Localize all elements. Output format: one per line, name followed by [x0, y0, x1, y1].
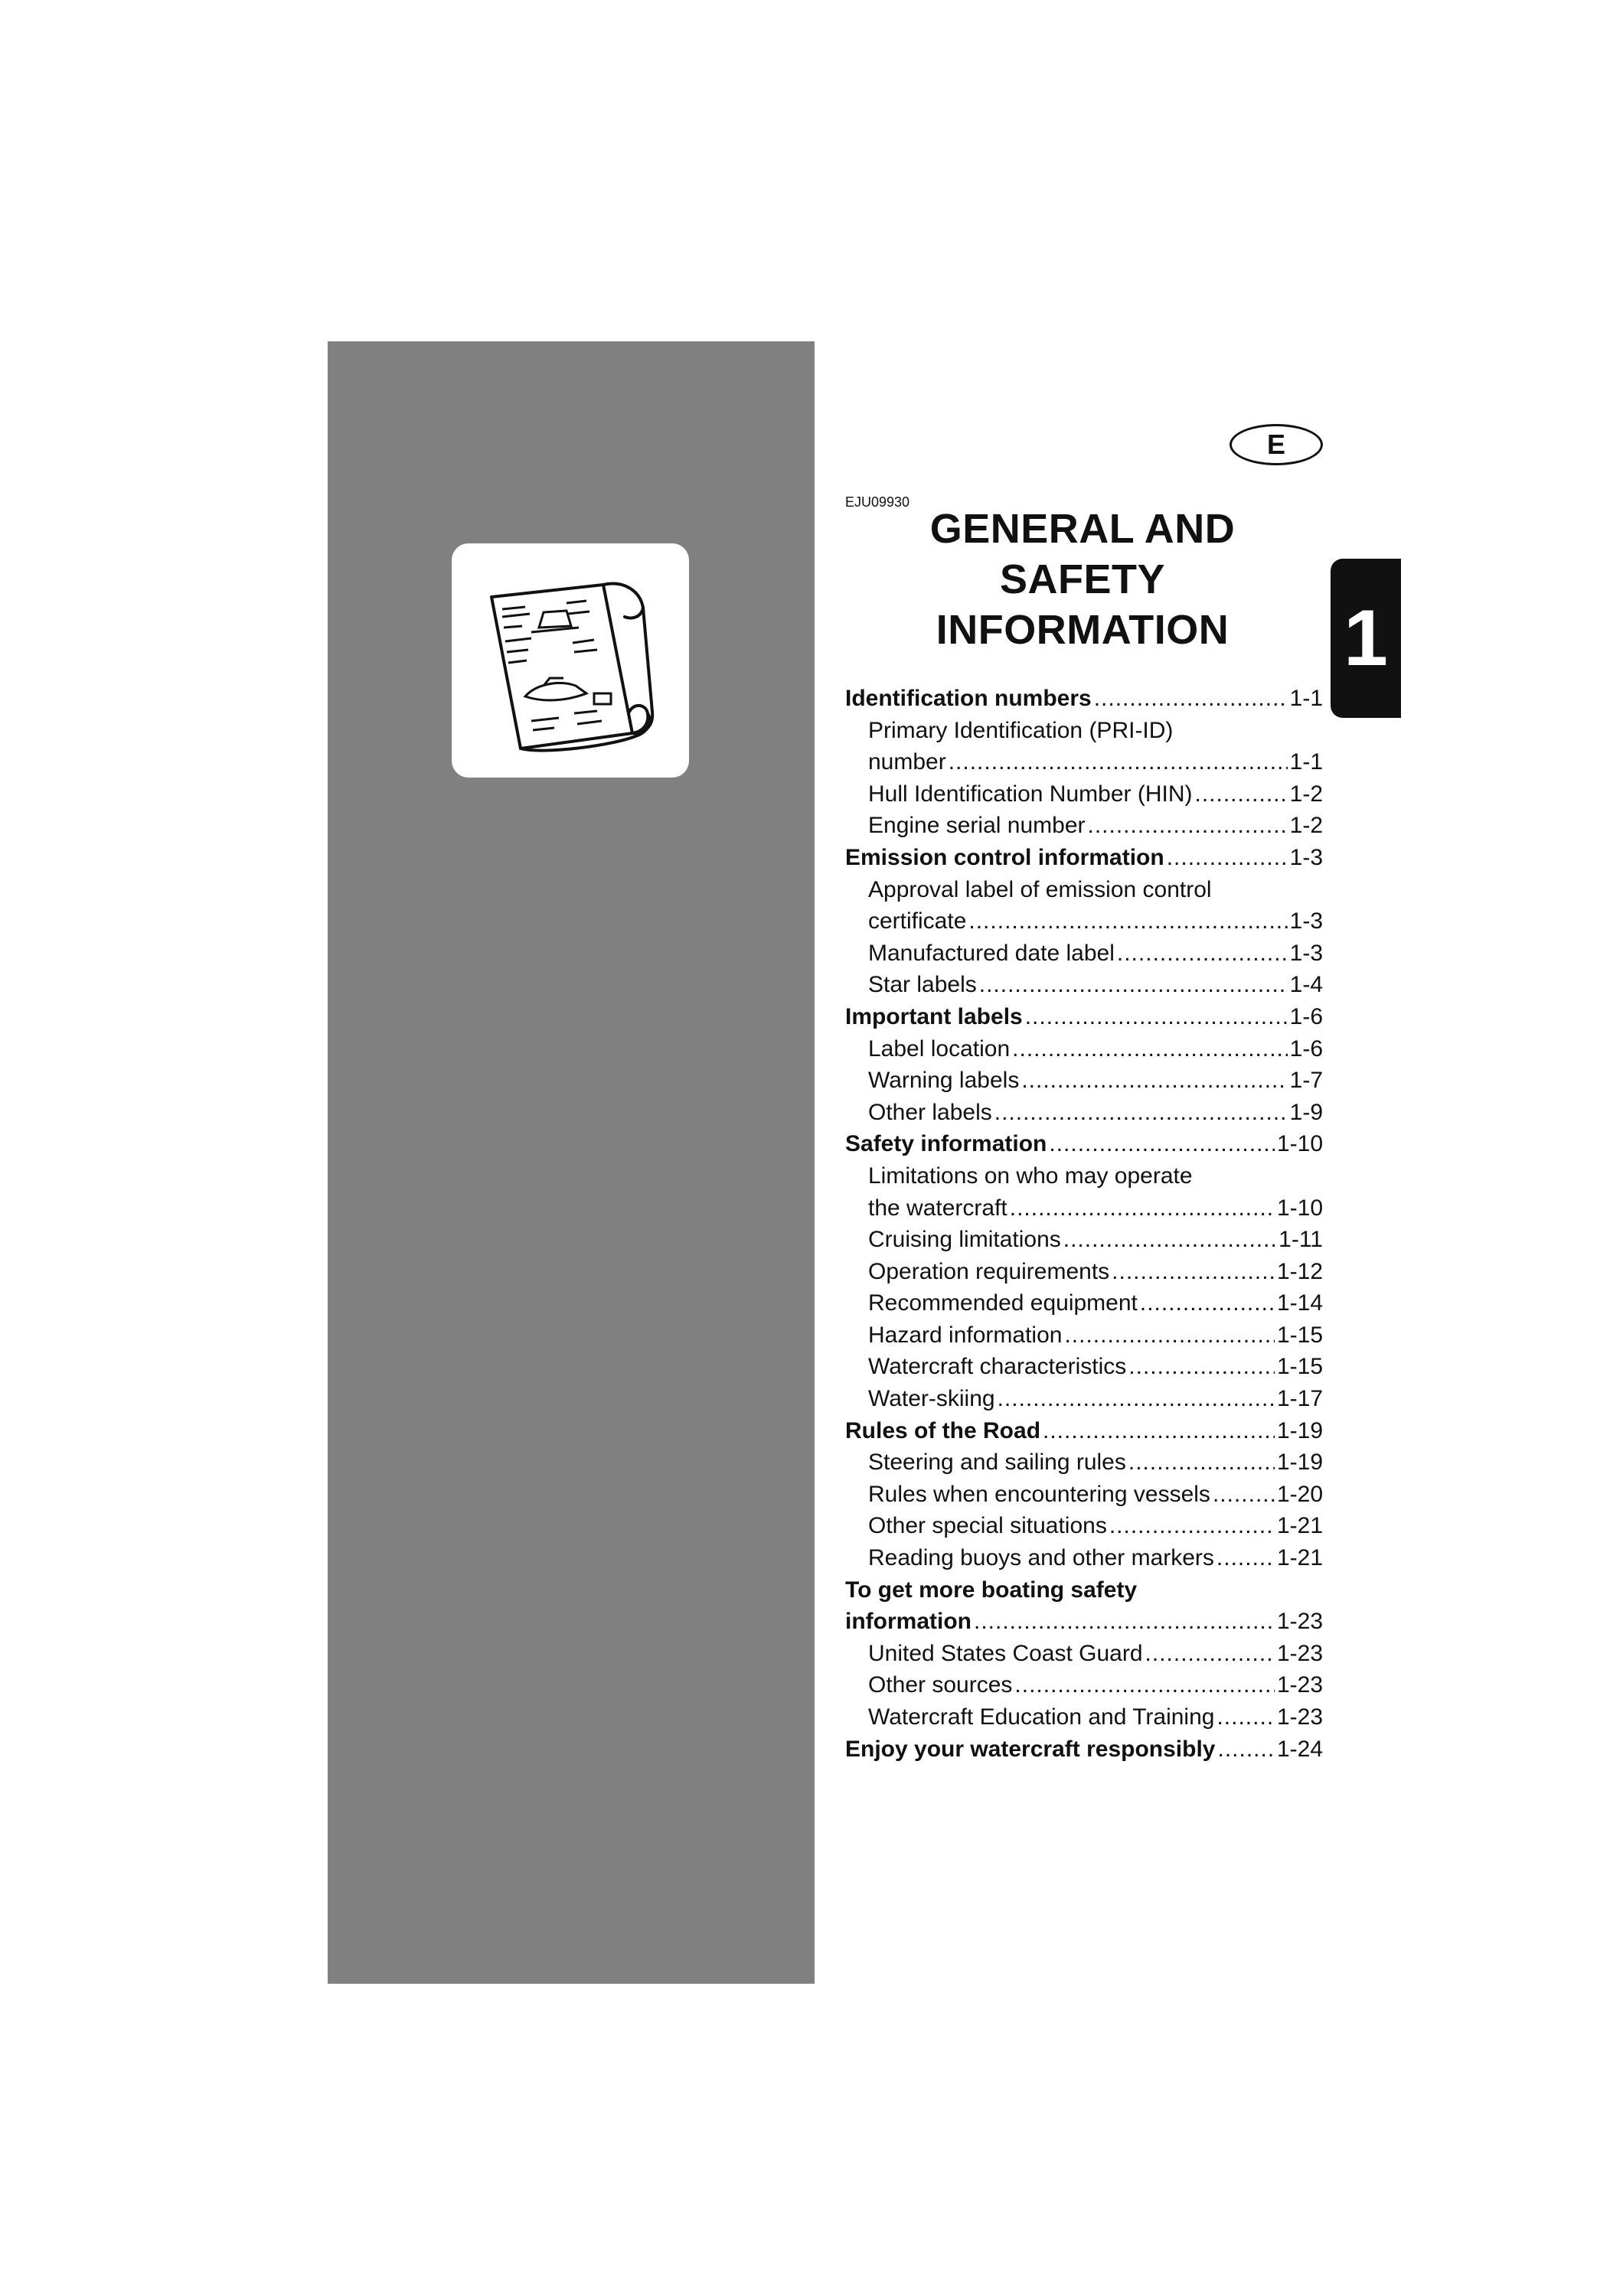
toc-entry[interactable]: [845, 1033, 1323, 1065]
toc-entry[interactable]: [845, 1383, 1323, 1415]
page-title-line: SAFETY: [999, 556, 1166, 602]
toc-leader-dots: [994, 1097, 1288, 1129]
toc-entry-page: 1-17: [1276, 1386, 1323, 1412]
toc-leader-dots: [974, 1606, 1275, 1638]
toc-entry[interactable]: [845, 1160, 1323, 1192]
toc-entry-page: 1-1: [1289, 686, 1323, 711]
toc-entry-label: Reading buoys and other markers: [868, 1545, 1214, 1571]
toc-entry-page: 1-2: [1289, 813, 1323, 839]
toc-entry-page: 1-1: [1289, 749, 1323, 775]
toc-leader-dots: [1063, 1224, 1276, 1256]
toc-leader-dots: [1140, 1287, 1275, 1319]
toc-entry-page: 1-19: [1276, 1417, 1323, 1443]
toc-entry[interactable]: [845, 1287, 1323, 1319]
toc-entry[interactable]: [845, 1097, 1323, 1129]
toc-entry[interactable]: [845, 810, 1323, 842]
toc-entry-page: 1-15: [1276, 1354, 1323, 1380]
toc-entry[interactable]: [845, 1542, 1323, 1574]
toc-leader-dots: [1014, 1669, 1275, 1701]
toc-entry-label: Hazard information: [868, 1322, 1063, 1348]
toc-entry[interactable]: [845, 969, 1323, 1001]
toc-entry[interactable]: [845, 1510, 1323, 1542]
toc-entry-page: 1-4: [1289, 972, 1323, 998]
toc-entry-label: number: [868, 749, 946, 775]
toc-entry-page: 1-23: [1276, 1672, 1323, 1698]
toc-entry-label: Limitations on who may operate: [868, 1163, 1193, 1189]
toc-entry[interactable]: [845, 715, 1323, 747]
toc-entry[interactable]: [845, 1065, 1323, 1097]
toc-entry[interactable]: [845, 1479, 1323, 1511]
toc-entry-page: 1-23: [1276, 1704, 1323, 1730]
toc-entry-page: 1-9: [1289, 1099, 1323, 1125]
toc-entry[interactable]: [845, 1001, 1323, 1033]
toc-entry-label: Other labels: [868, 1099, 992, 1125]
toc-leader-dots: [1145, 1638, 1275, 1670]
toc-leader-dots: [1049, 1128, 1275, 1160]
document-code: EJU09930: [845, 494, 910, 510]
toc-entry-label: Other special situations: [868, 1513, 1107, 1539]
toc-leader-dots: [1012, 1033, 1287, 1065]
toc-entry-page: 1-14: [1276, 1290, 1323, 1316]
toc-entry-page: 1-15: [1276, 1322, 1323, 1348]
toc-entry[interactable]: [845, 683, 1323, 715]
toc-entry-label: Identification numbers: [845, 686, 1092, 711]
toc-entry-label: Emission control information: [845, 844, 1164, 870]
toc-entry-label: Operation requirements: [868, 1258, 1110, 1284]
toc-leader-dots: [1213, 1479, 1275, 1511]
toc-leader-dots: [1217, 1733, 1274, 1766]
toc-entry-label: Watercraft characteristics: [868, 1354, 1127, 1380]
toc-entry[interactable]: [845, 1733, 1323, 1766]
toc-leader-dots: [1094, 683, 1288, 715]
toc-entry-page: 1-3: [1289, 844, 1323, 870]
toc-entry[interactable]: [845, 1128, 1323, 1160]
toc-entry-label: Primary Identification (PRI-ID): [868, 717, 1174, 743]
toc-entry-page: 1-23: [1276, 1640, 1323, 1666]
toc-entry-label: the watercraft: [868, 1195, 1007, 1221]
toc-leader-dots: [949, 746, 1288, 778]
toc-leader-dots: [1021, 1065, 1287, 1097]
toc-entry-page: 1-11: [1278, 1227, 1323, 1253]
toc-entry-label: Warning labels: [868, 1068, 1020, 1094]
toc-entry-label: Steering and sailing rules: [868, 1450, 1126, 1476]
toc-entry-label: certificate: [868, 908, 967, 934]
toc-leader-dots: [1064, 1319, 1275, 1352]
toc-entry-label: United States Coast Guard: [868, 1640, 1143, 1666]
toc-entry-label: Label location: [868, 1035, 1011, 1062]
toc-entry-page: 1-10: [1276, 1195, 1323, 1221]
toc-entry-label: Water-skiing: [868, 1386, 995, 1412]
toc-entry-label: Enjoy your watercraft responsibly: [845, 1736, 1216, 1762]
language-badge: E: [1229, 424, 1323, 465]
toc-entry[interactable]: [845, 778, 1323, 810]
toc-leader-dots: [1128, 1351, 1275, 1383]
toc-entry-page: 1-2: [1289, 781, 1323, 807]
toc-entry-label: Engine serial number: [868, 813, 1086, 839]
toc-entry[interactable]: [845, 905, 1323, 938]
toc-leader-dots: [1216, 1701, 1274, 1733]
toc-leader-dots: [1109, 1510, 1275, 1542]
toc-entry-page: 1-7: [1289, 1068, 1323, 1094]
toc-leader-dots: [1025, 1001, 1288, 1033]
chapter-icon-card: [452, 543, 689, 778]
toc-entry-page: 1-24: [1276, 1736, 1323, 1762]
toc-entry-page: 1-6: [1289, 1003, 1323, 1029]
toc-leader-dots: [979, 969, 1288, 1001]
toc-entry-page: 1-21: [1276, 1513, 1323, 1539]
toc-entry-label: Star labels: [868, 972, 977, 998]
manual-booklet-icon: [452, 543, 689, 778]
toc-leader-dots: [1117, 938, 1288, 970]
page-title-line: GENERAL AND: [929, 506, 1236, 552]
toc-entry[interactable]: [845, 1574, 1323, 1606]
toc-entry[interactable]: [845, 1319, 1323, 1352]
toc-entry-label: Rules of the Road: [845, 1417, 1041, 1443]
toc-entry[interactable]: [845, 1638, 1323, 1670]
toc-entry-label: Safety information: [845, 1131, 1047, 1157]
toc-entry-label: Manufactured date label: [868, 940, 1115, 966]
toc-entry[interactable]: [845, 746, 1323, 778]
toc-entry-page: 1-12: [1276, 1258, 1323, 1284]
toc-entry-page: 1-6: [1289, 1035, 1323, 1062]
toc-entry-label: Other sources: [868, 1672, 1013, 1698]
toc-leader-dots: [1216, 1542, 1275, 1574]
toc-entry[interactable]: [845, 1669, 1323, 1701]
toc-entry[interactable]: [845, 1415, 1323, 1447]
page-title-line: INFORMATION: [936, 607, 1229, 653]
toc-entry-label: To get more boating safety: [845, 1577, 1138, 1603]
toc-entry-page: 1-3: [1289, 908, 1323, 934]
toc-entry-label: Cruising limitations: [868, 1227, 1061, 1253]
toc-entry[interactable]: [845, 1224, 1323, 1256]
table-of-contents: [845, 683, 1323, 1765]
toc-entry-label: Hull Identification Number (HIN): [868, 781, 1193, 807]
toc-entry-label: Approval label of emission control: [868, 876, 1212, 902]
toc-entry-page: 1-23: [1276, 1609, 1323, 1635]
toc-entry-page: 1-3: [1289, 940, 1323, 966]
toc-leader-dots: [1167, 842, 1288, 874]
toc-entry-label: Watercraft Education and Training: [868, 1704, 1215, 1730]
toc-leader-dots: [1043, 1415, 1275, 1447]
toc-leader-dots: [968, 905, 1287, 938]
toc-entry-page: 1-19: [1276, 1450, 1323, 1476]
toc-leader-dots: [1112, 1256, 1275, 1288]
toc-entry-label: Recommended equipment: [868, 1290, 1138, 1316]
toc-entry[interactable]: [845, 1256, 1323, 1288]
toc-entry-label: information: [845, 1609, 972, 1635]
toc-entry-page: 1-20: [1276, 1481, 1323, 1507]
toc-entry[interactable]: [845, 1701, 1323, 1733]
toc-entry[interactable]: [845, 1192, 1323, 1225]
toc-entry-page: 1-21: [1276, 1545, 1323, 1571]
toc-leader-dots: [1088, 810, 1288, 842]
toc-leader-dots: [1128, 1446, 1275, 1479]
toc-entry[interactable]: [845, 938, 1323, 970]
toc-entry[interactable]: [845, 842, 1323, 874]
page-title: [845, 504, 1320, 655]
toc-entry[interactable]: [845, 1351, 1323, 1383]
toc-leader-dots: [998, 1383, 1275, 1415]
toc-entry-page: 1-10: [1276, 1131, 1323, 1157]
chapter-tab: 1: [1331, 559, 1401, 718]
toc-entry[interactable]: [845, 1446, 1323, 1479]
toc-leader-dots: [1194, 778, 1287, 810]
toc-entry[interactable]: [845, 1606, 1323, 1638]
toc-entry[interactable]: [845, 874, 1323, 906]
toc-leader-dots: [1010, 1192, 1275, 1225]
toc-entry-label: Important labels: [845, 1003, 1023, 1029]
toc-entry-label: Rules when encountering vessels: [868, 1481, 1210, 1507]
